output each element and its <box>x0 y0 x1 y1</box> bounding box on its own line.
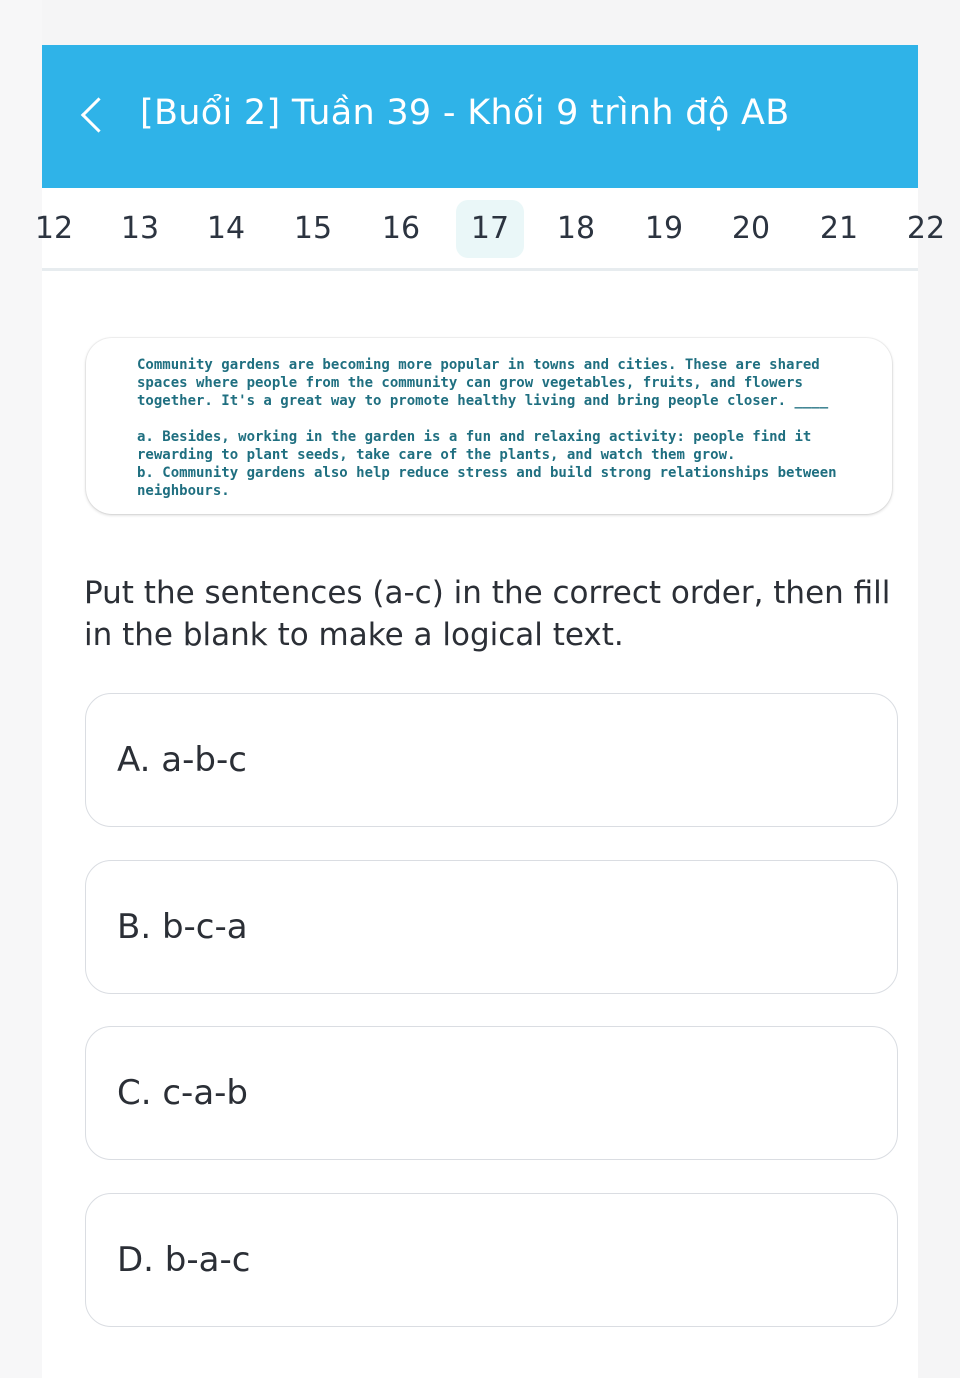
option-b[interactable] <box>85 860 898 994</box>
passage-paragraph: Community gardens are becoming more popular in towns and cities. These are shared spaces where people from the community can grow vegetables, fruits, and flowers together. It's a great way to promote healthy living and bring people closer. ____ <box>137 357 829 409</box>
option-b-label: B. b-c-a <box>117 907 248 947</box>
tab-16[interactable]: 16 <box>381 211 421 246</box>
option-a-label: A. a-b-c <box>117 740 247 780</box>
option-d-label: D. b-a-c <box>117 1240 251 1280</box>
tab-20[interactable]: 20 <box>731 211 771 246</box>
option-c-label: C. c-a-b <box>117 1073 249 1113</box>
tab-19[interactable]: 19 <box>644 211 684 246</box>
tab-15[interactable]: 15 <box>293 211 333 246</box>
tab-18[interactable]: 18 <box>556 211 596 246</box>
tab-13[interactable]: 13 <box>120 211 160 246</box>
tab-21[interactable]: 21 <box>819 211 859 246</box>
tab-12[interactable]: 12 <box>34 211 74 246</box>
passage-card <box>86 338 892 514</box>
chevron-left-icon[interactable] <box>81 97 116 132</box>
tab-17-active[interactable]: 17 <box>456 200 524 258</box>
tabs-divider <box>42 268 918 271</box>
passage-sentence-b: b. Community gardens also help reduce stress and build strong relationships between neighbours. <box>137 465 837 499</box>
header-bar <box>42 45 918 188</box>
tab-22[interactable]: 22 <box>906 211 946 246</box>
app-container <box>34 45 946 1378</box>
question-prompt: Put the sentences (a-c) in the correct order, then fill in the blank to make a logical text. <box>84 575 891 653</box>
page-title: [Buổi 2] Tuần 39 - Khối 9 trình độ AB <box>140 93 790 133</box>
option-d[interactable] <box>85 1193 898 1327</box>
question-number-tabs <box>0 188 960 268</box>
passage-sentence-a: a. Besides, working in the garden is a fun and relaxing activity: people find it rewarding to plant seeds, take care of the plants, and watch them grow. <box>137 429 812 463</box>
option-c[interactable] <box>85 1026 898 1160</box>
tab-14[interactable]: 14 <box>206 211 246 246</box>
option-a[interactable] <box>85 693 898 827</box>
